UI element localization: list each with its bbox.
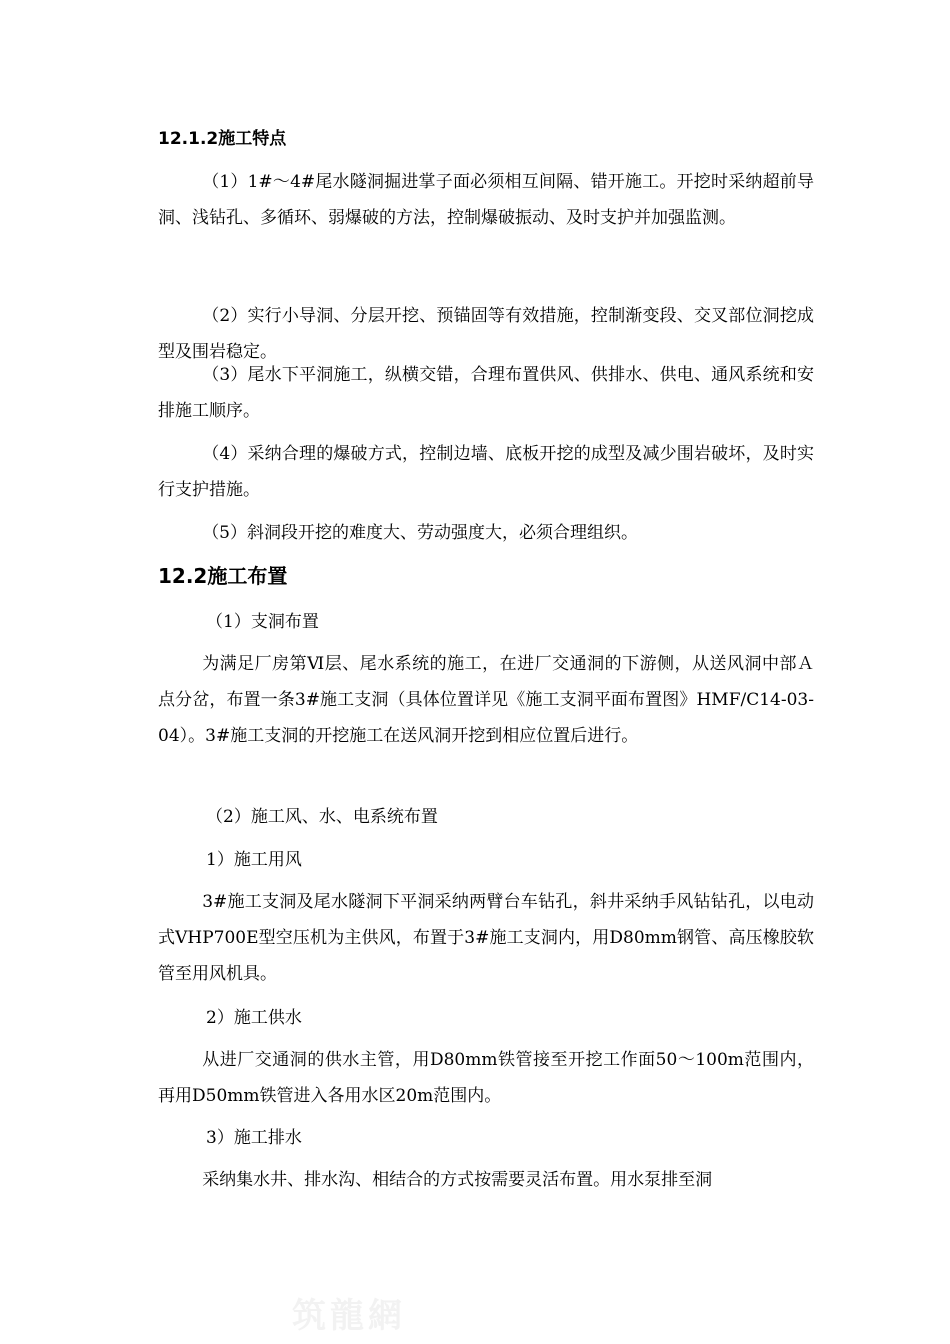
watermark-logo: 筑龍網	[292, 1296, 406, 1336]
water-supply-paragraph: 从进厂交通洞的供水主管，用D80mm铁管接至开挖工作面50～100m范围内，再用D50mm铁管进入各用水区20m范围内。	[158, 1050, 814, 1106]
section-heading-12-2: 12.2施工布置	[158, 564, 288, 588]
air-supply-paragraph: 3#施工支洞及尾水隧洞下平洞采纳两臂台车钻孔，斜井采纳手风钻钻孔，以电动式VHP700E型空压机为主供风，布置于3#施工支洞内，用D80mm钢管、高压橡胶软管至用风机具。	[158, 892, 814, 984]
drainage-paragraph: 采纳集水井、排水沟、相结合的方式按需要灵活布置。用水泵排至洞	[202, 1170, 713, 1190]
feature-paragraph-1: （1）1#～4#尾水隧洞掘进掌子面必须相互间隔、错开施工。开挖时采纳超前导洞、浅钻孔、多循环、弱爆破的方法，控制爆破振动、及时支护并加强监测。	[158, 172, 814, 228]
subheading-water-supply: 2）施工供水	[206, 1008, 302, 1028]
subheading-air-supply: 1）施工用风	[206, 850, 302, 870]
subheading-systems: （2）施工风、水、电系统布置	[206, 807, 438, 827]
feature-paragraph-3: （3）尾水下平洞施工，纵横交错，合理布置供风、供排水、供电、通风系统和安排施工顺序。	[158, 365, 814, 421]
feature-paragraph-4: （4）采纳合理的爆破方式，控制边墙、底板开挖的成型及减少围岩破坏，及时实行支护措施。	[158, 444, 814, 500]
subheading-branch-tunnel: （1）支洞布置	[206, 612, 319, 632]
section-heading-12-1-2: 12.1.2施工特点	[158, 129, 287, 149]
branch-tunnel-paragraph: 为满足厂房第Ⅵ层、尾水系统的施工，在进厂交通洞的下游侧，从送风洞中部Ａ点分岔，布置一条3#施工支洞（具体位置详见《施工支洞平面布置图》HMF/C14-03-04）。3#施工支洞的开挖施工在送风洞开挖到相应位置后进行。	[158, 654, 814, 746]
feature-paragraph-5: （5）斜洞段开挖的难度大、劳动强度大，必须合理组织。	[202, 523, 639, 543]
subheading-drainage: 3）施工排水	[206, 1128, 302, 1148]
feature-paragraph-2: （2）实行小导洞、分层开挖、预锚固等有效措施，控制渐变段、交叉部位洞挖成型及围岩稳定。	[158, 306, 814, 362]
